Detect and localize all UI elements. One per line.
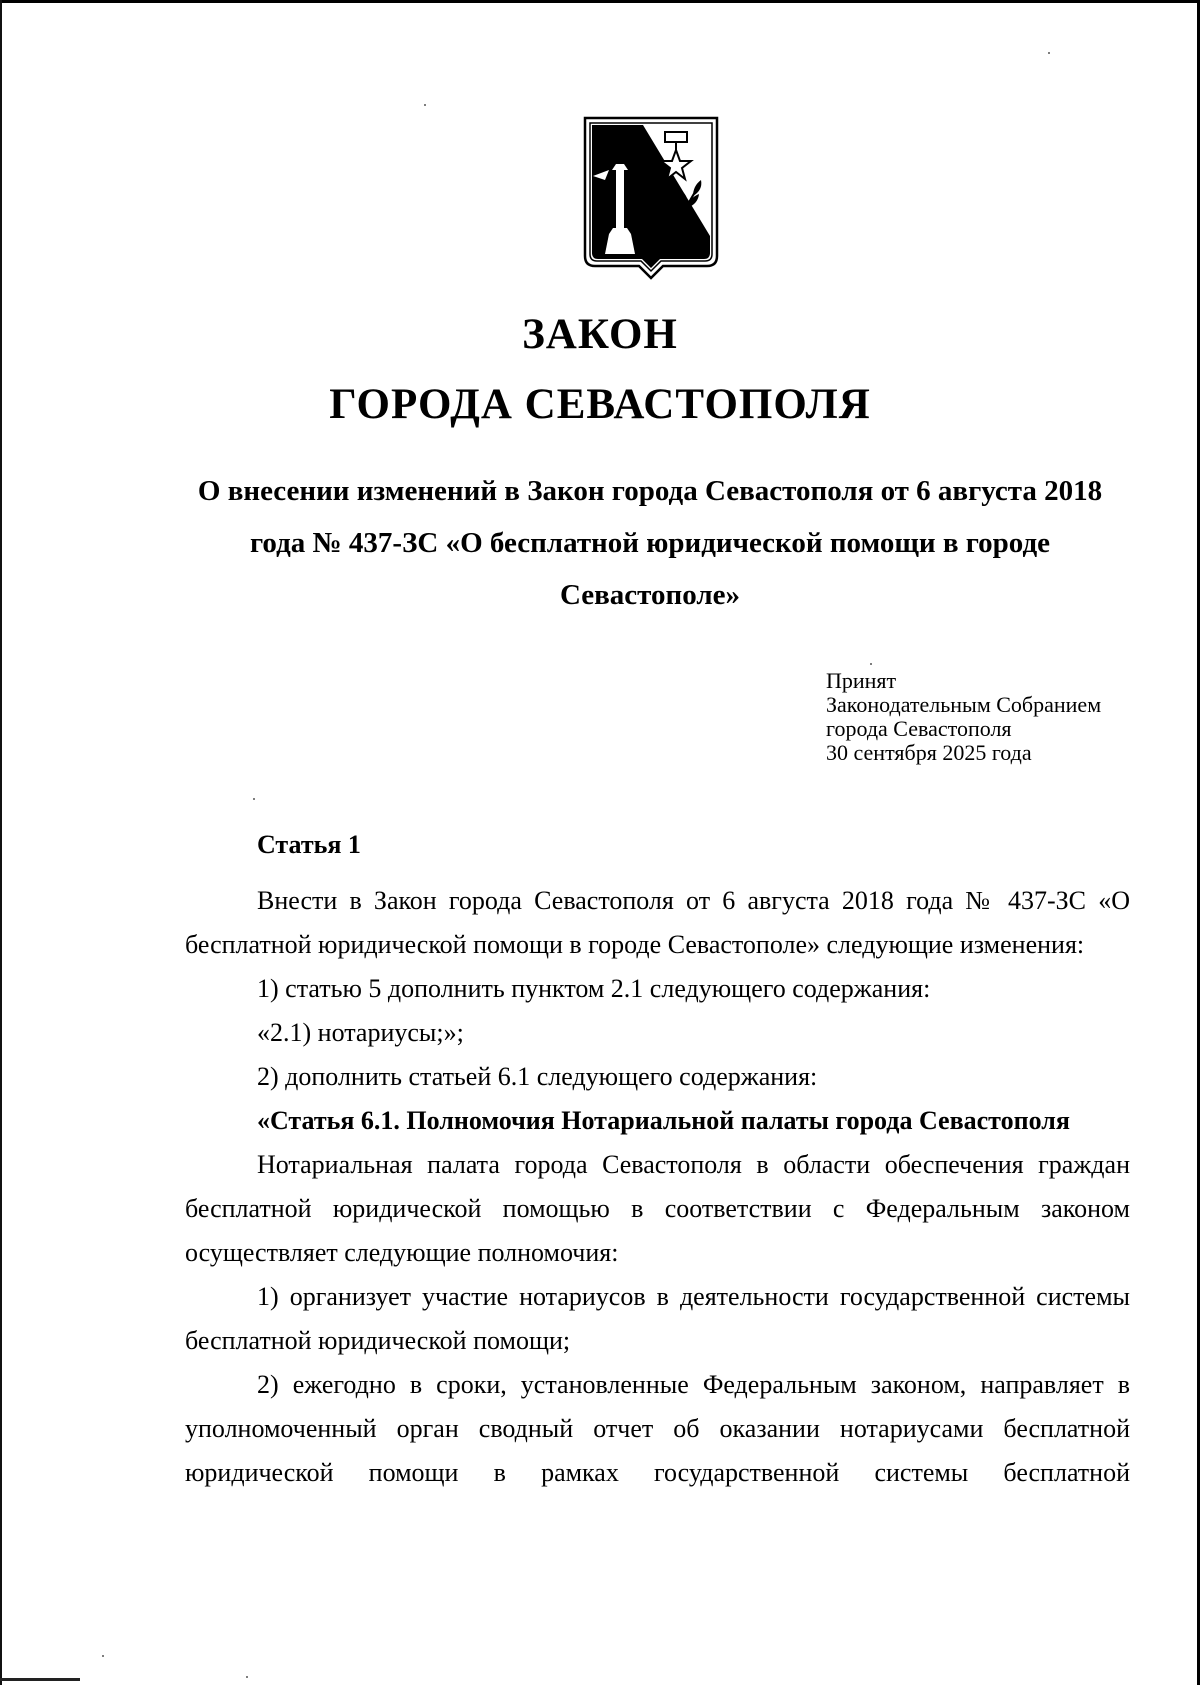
adoption-block xyxy=(826,669,1101,765)
scan-mark xyxy=(0,1678,80,1681)
adoption-line: Принят xyxy=(826,668,897,693)
scan-speck xyxy=(246,1676,248,1678)
scan-border-left xyxy=(0,0,2,1685)
scan-border-top xyxy=(0,0,1200,3)
article-heading: Статья 1 xyxy=(257,830,361,859)
new-article-heading: «Статья 6.1. Полномочия Нотариальной палаты города Севастополя xyxy=(257,1106,1070,1135)
amendment-item: 2) дополнить статьей 6.1 следующего содержания: xyxy=(257,1062,818,1091)
scan-speck xyxy=(253,798,255,800)
amendment-item: 1) статью 5 дополнить пунктом 2.1 следующего содержания: xyxy=(257,974,931,1003)
law-type-title: ЗАКОН xyxy=(522,311,678,358)
scan-speck xyxy=(102,1655,104,1657)
article-paragraph: Внести в Закон города Севастополя от 6 августа 2018 года № 437-ЗС «О бесплатной юридической помощи в городе Севастополе» следующие изменения: xyxy=(185,886,1130,959)
adoption-date: 30 сентября 2025 года xyxy=(826,740,1032,765)
article-paragraph: Нотариальная палата города Севастополя в области обеспечения граждан бесплатной юридической помощью в соответствии с Федеральным законом осуществляет следующие полномочия: xyxy=(185,1150,1130,1267)
law-body xyxy=(185,823,1130,1495)
law-subtitle: О внесении изменений в Закон города Севастополя от 6 августа 2018 года № 437-ЗС «О бесплатной юридической помощи в городе Севастополе» xyxy=(197,475,1103,611)
scan-speck xyxy=(1048,52,1050,54)
adoption-line: города Севастополя xyxy=(826,716,1012,741)
adoption-line: Законодательным Собранием xyxy=(826,692,1102,717)
power-item: 1) организует участие нотариусов в деятельности государственной системы бесплатной юридической помощи; xyxy=(185,1282,1130,1355)
sevastopol-coat-of-arms-icon xyxy=(583,116,719,288)
scan-speck xyxy=(424,104,426,106)
amendment-quote: «2.1) нотариусы;»; xyxy=(257,1018,464,1047)
law-issuer-title: ГОРОДА СЕВАСТОПОЛЯ xyxy=(329,381,871,428)
scan-speck xyxy=(870,663,872,665)
power-item: 2) ежегодно в сроки, установленные Федеральным законом, направляет в уполномоченный орган сводный отчет об оказании нотариусами бесплатной юридической помощи в рамках государственной системы бесплатной xyxy=(185,1370,1130,1487)
